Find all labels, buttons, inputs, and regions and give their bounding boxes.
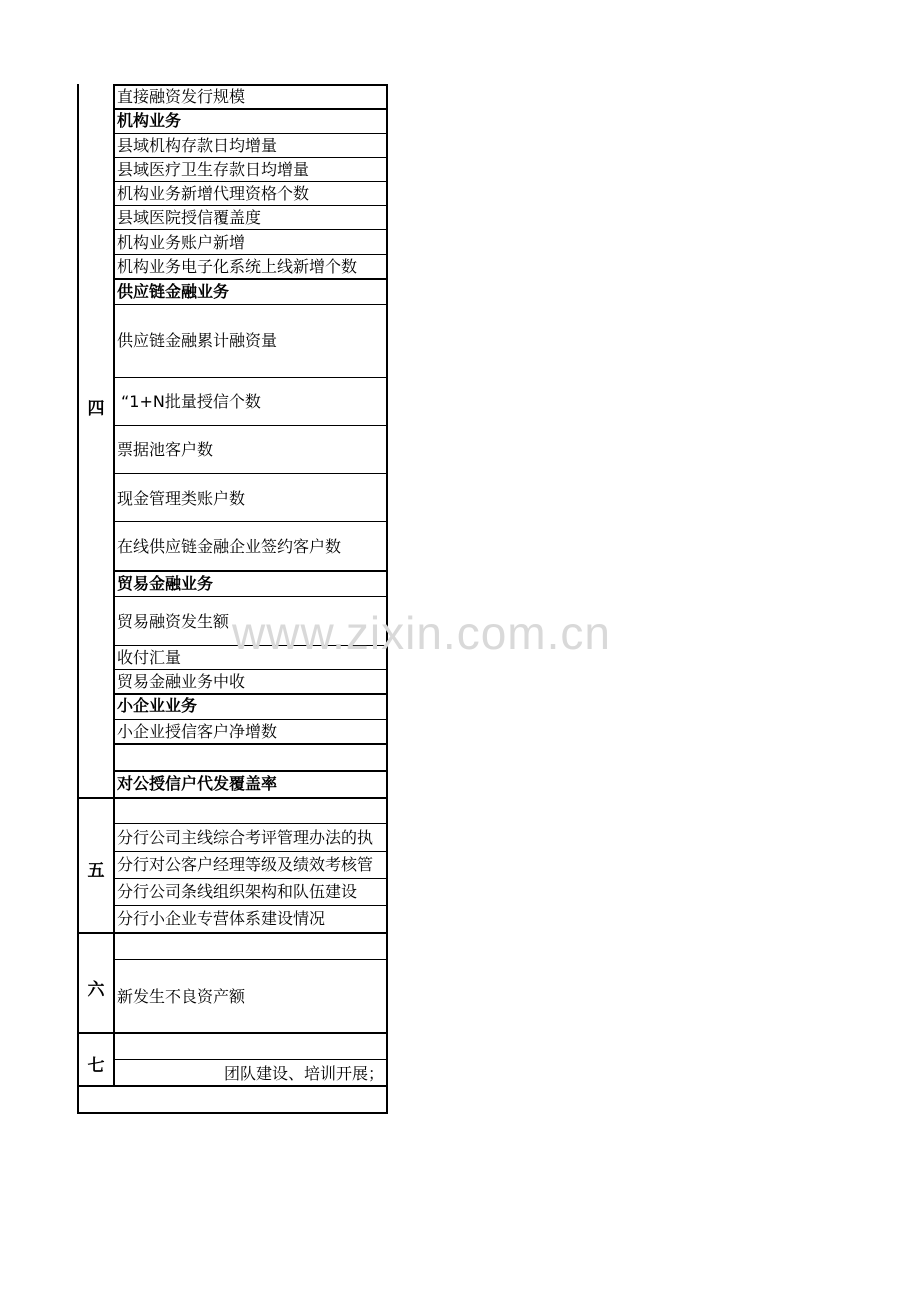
header-supply-chain: 供应链金融业务 — [117, 282, 230, 301]
row-line — [113, 278, 388, 280]
row-line — [113, 254, 388, 255]
row-line — [113, 108, 388, 110]
row-line — [77, 1032, 388, 1034]
row-institutional-1: 县域机构存款日均增量 — [117, 136, 278, 155]
left-outer-border — [77, 84, 79, 1114]
row-supply-chain-5: 在线供应链金融企业签约客户数 — [117, 537, 342, 556]
row-line — [113, 823, 388, 824]
row-line — [113, 959, 388, 960]
row-line — [77, 1112, 388, 1114]
row-institutional-4: 县域医院授信覆盖度 — [117, 208, 262, 227]
row-institutional-6: 机构业务电子化系统上线新增个数 — [117, 257, 358, 276]
row-five-3: 分行公司条线组织架构和队伍建设 — [117, 882, 358, 901]
row-five-4: 分行小企业专营体系建设情况 — [117, 909, 326, 928]
row-trade-2: 收付汇量 — [117, 648, 182, 667]
header-institutional-business: 机构业务 — [117, 111, 182, 130]
row-line — [113, 133, 388, 134]
row-line — [113, 596, 388, 597]
row-line — [77, 797, 388, 799]
row-direct-financing: 直接融资发行规模 — [117, 87, 246, 106]
row-supply-chain-2: “1+N批量授信个数 — [121, 392, 261, 411]
row-line — [113, 84, 388, 86]
row-payroll-coverage: 对公授信户代发覆盖率 — [117, 774, 278, 793]
row-line — [113, 693, 388, 695]
section-divider-border — [113, 84, 115, 1086]
section-label-six: 六 — [87, 980, 105, 1000]
row-line — [113, 743, 388, 745]
row-line — [113, 878, 388, 879]
row-line — [113, 157, 388, 158]
watermark-text: www.zixin.com.cn — [232, 607, 611, 659]
row-line — [113, 521, 388, 522]
row-supply-chain-4: 现金管理类账户数 — [117, 489, 246, 508]
row-line — [113, 425, 388, 426]
row-trade-1: 贸易融资发生额 — [117, 612, 230, 631]
row-line — [113, 770, 388, 772]
row-line — [113, 304, 388, 305]
section-label-seven: 七 — [87, 1056, 105, 1076]
row-institutional-5: 机构业务账户新增 — [117, 233, 246, 252]
row-five-2: 分行对公客户经理等级及绩效考核管 — [117, 855, 374, 874]
row-line — [113, 669, 388, 670]
row-five-1: 分行公司主线综合考评管理办法的执 — [117, 828, 374, 847]
row-six-1: 新发生不良资产额 — [117, 987, 246, 1006]
section-label-five: 五 — [87, 861, 105, 881]
row-line — [113, 377, 388, 378]
row-line — [113, 1059, 388, 1060]
row-institutional-3: 机构业务新增代理资格个数 — [117, 184, 310, 203]
row-institutional-2: 县域医疗卫生存款日均增量 — [117, 160, 310, 179]
row-line — [113, 570, 388, 572]
row-trade-3: 贸易金融业务中收 — [117, 672, 246, 691]
row-line — [113, 205, 388, 206]
row-supply-chain-1: 供应链金融累计融资量 — [117, 331, 278, 350]
row-small-business-1: 小企业授信客户净增数 — [117, 722, 278, 741]
row-line — [77, 1085, 388, 1087]
header-trade-finance: 贸易金融业务 — [117, 574, 214, 593]
row-line — [77, 932, 388, 934]
row-line — [113, 905, 388, 906]
row-line — [113, 851, 388, 852]
row-line — [113, 719, 388, 720]
row-line — [113, 181, 388, 182]
header-small-business: 小企业业务 — [117, 696, 198, 715]
row-seven-1: 团队建设、培训开展； — [224, 1064, 385, 1083]
section-label-four: 四 — [87, 399, 105, 419]
row-line — [113, 229, 388, 230]
row-supply-chain-3: 票据池客户数 — [117, 440, 214, 459]
row-line — [113, 473, 388, 474]
